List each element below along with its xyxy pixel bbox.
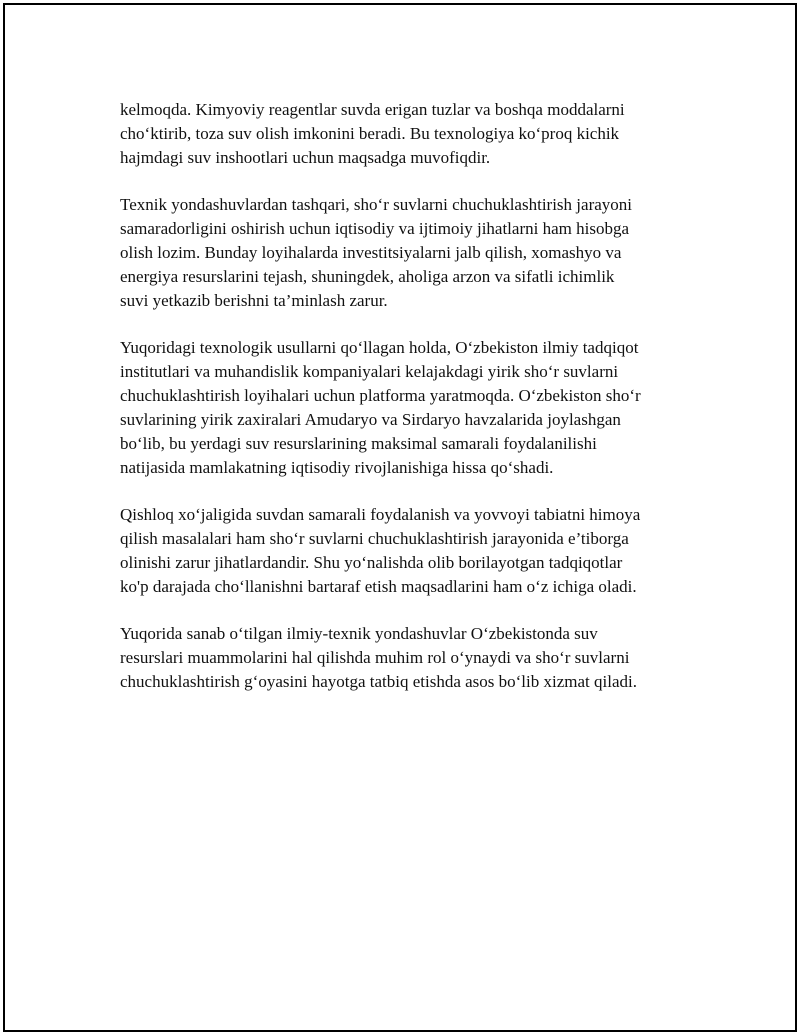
text-line: Yuqorida sanab o‘tilgan ilmiy-texnik yondashuvlar O‘zbekistonda suv <box>120 624 598 643</box>
paragraph-2 <box>120 193 690 313</box>
paragraph-3 <box>120 336 690 480</box>
document-page <box>3 3 797 1032</box>
text-line: kelmoqda. Kimyoviy reagentlar suvda erigan tuzlar va boshqa moddalarni <box>120 100 625 119</box>
text-line: olish lozim. Bunday loyihalarda investitsiyalarni jalb qilish, xomashyo va <box>120 243 622 262</box>
document-body <box>120 98 690 717</box>
text-line: suvlarining yirik zaxiralari Amudaryo va Sirdaryo havzalarida joylashgan <box>120 410 621 429</box>
text-line: chuchuklashtirish g‘oyasini hayotga tatbiq etishda asos bo‘lib xizmat qiladi. <box>120 672 637 691</box>
text-line: qilish masalalari ham sho‘r suvlarni chuchuklashtirish jarayonida e’tiborga <box>120 529 629 548</box>
text-line: suvi yetkazib berishni ta’minlash zarur. <box>120 291 388 310</box>
text-line: hajmdagi suv inshootlari uchun maqsadga muvofiqdir. <box>120 148 491 167</box>
paragraph-5 <box>120 622 690 694</box>
text-line: Texnik yondashuvlardan tashqari, sho‘r suvlarni chuchuklashtirish jarayoni <box>120 195 632 214</box>
text-line: Yuqoridagi texnologik usullarni qo‘llagan holda, O‘zbekiston ilmiy tadqiqot <box>120 338 639 357</box>
text-line: Qishloq xo‘jaligida suvdan samarali foydalanish va yovvoyi tabiatni himoya <box>120 505 641 524</box>
text-line: ko'p darajada cho‘llanishni bartaraf etish maqsadlarini ham o‘z ichiga oladi. <box>120 577 637 596</box>
text-line: bo‘lib, bu yerdagi suv resurslarining maksimal samarali foydalanilishi <box>120 434 597 453</box>
text-line: samaradorligini oshirish uchun iqtisodiy va ijtimoiy jihatlarni ham hisobga <box>120 219 629 238</box>
text-line: energiya resurslarini tejash, shuningdek, aholiga arzon va sifatli ichimlik <box>120 267 615 286</box>
text-line: natijasida mamlakatning iqtisodiy rivojlanishiga hissa qo‘shadi. <box>120 458 554 477</box>
text-line: resurslari muammolarini hal qilishda muhim rol o‘ynaydi va sho‘r suvlarni <box>120 648 630 667</box>
text-line: institutlari va muhandislik kompaniyalari kelajakdagi yirik sho‘r suvlarni <box>120 362 619 381</box>
text-line: chuchuklashtirish loyihalari uchun platforma yaratmoqda. O‘zbekiston sho‘r <box>120 386 641 405</box>
paragraph-1 <box>120 98 690 170</box>
paragraph-4 <box>120 503 690 599</box>
text-line: olinishi zarur jihatlardandir. Shu yo‘nalishda olib borilayotgan tadqiqotlar <box>120 553 623 572</box>
text-line: cho‘ktirib, toza suv olish imkonini beradi. Bu texnologiya ko‘proq kichik <box>120 124 620 143</box>
